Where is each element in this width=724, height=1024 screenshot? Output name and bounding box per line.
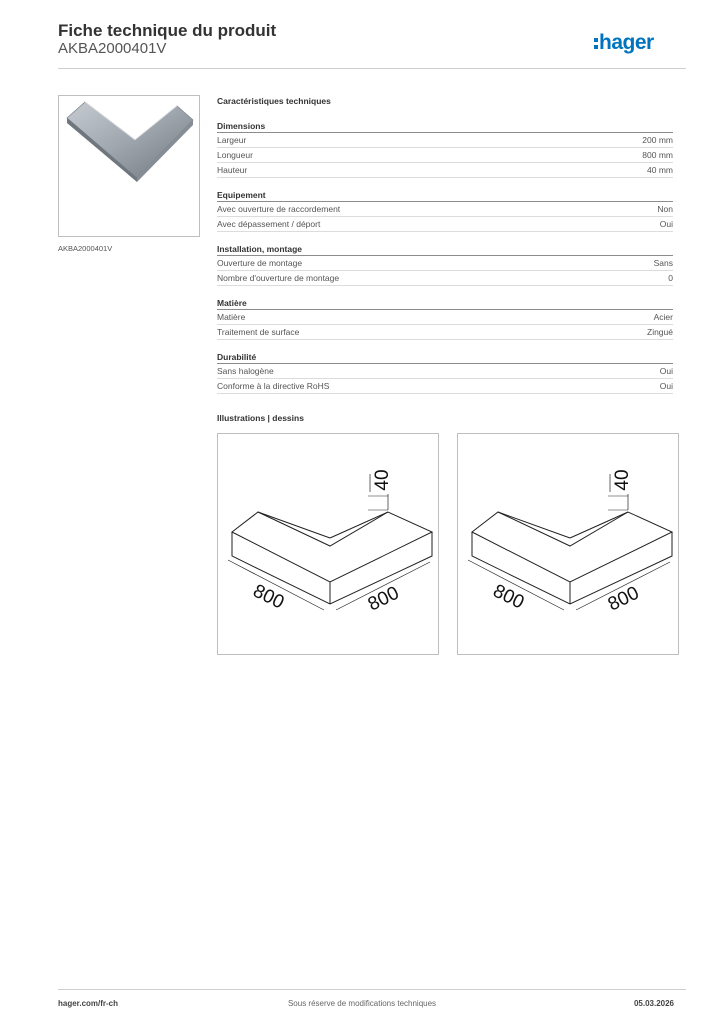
- header-divider: [58, 68, 686, 69]
- spec-value: 0: [668, 273, 673, 283]
- spec-value: Non: [657, 204, 673, 214]
- logo-wordmark: hager: [599, 31, 654, 54]
- spec-label: Traitement de surface: [217, 327, 300, 337]
- spec-label: Ouverture de montage: [217, 258, 303, 268]
- technical-drawing: [457, 433, 679, 655]
- spec-label: Nombre d'ouverture de montage: [217, 273, 340, 283]
- section-title-durabilite: Durabilité: [217, 351, 673, 364]
- height-label: 40: [372, 469, 393, 491]
- page-title: Fiche technique du produit: [58, 21, 277, 40]
- specs-title: Caractéristiques techniques: [217, 96, 331, 106]
- spec-row: [217, 256, 673, 271]
- spec-row: [217, 364, 673, 379]
- spec-row: [217, 271, 673, 286]
- product-code: AKBA2000401V: [58, 40, 167, 57]
- spec-value: 800 mm: [642, 150, 673, 160]
- section-title-dimensions: Dimensions: [217, 120, 673, 133]
- spec-label: Conforme à la directive RoHS: [217, 381, 330, 391]
- logo-dot-top: [594, 38, 598, 42]
- length-label-right: 800: [604, 582, 643, 616]
- spec-value: Acier: [653, 312, 673, 322]
- spec-label: Largeur: [217, 135, 247, 145]
- technical-specs: [217, 95, 673, 394]
- spec-row: [217, 133, 673, 148]
- spec-value: 200 mm: [642, 135, 673, 145]
- spec-label: Avec dépassement / déport: [217, 219, 321, 229]
- section-title-equipement: Equipement: [217, 189, 673, 202]
- product-image-caption: AKBA2000401V: [58, 244, 113, 253]
- length-label-right: 800: [364, 582, 403, 616]
- section-title-matiere: Matière: [217, 297, 673, 310]
- spec-row: [217, 202, 673, 217]
- spec-value: Oui: [659, 366, 673, 376]
- spec-label: Matière: [217, 312, 246, 322]
- spec-row: [217, 379, 673, 394]
- footer-divider: [58, 989, 686, 990]
- spec-label: Avec ouverture de raccordement: [217, 204, 341, 214]
- corner-drawing-icon: [218, 434, 438, 654]
- spec-label: Hauteur: [217, 165, 248, 175]
- corner-drawing-icon: [458, 434, 678, 654]
- spec-value: Sans: [653, 258, 673, 268]
- section-title-installation: Installation, montage: [217, 243, 673, 256]
- product-image: [58, 95, 200, 237]
- spec-value: 40 mm: [647, 165, 673, 175]
- technical-drawing: [217, 433, 439, 655]
- spec-value: Oui: [659, 219, 673, 229]
- footer-date: 05.03.2026: [633, 999, 674, 1008]
- corner-cover-icon: [59, 96, 199, 236]
- logo-dot-bottom: [594, 45, 598, 49]
- spec-label: Sans halogène: [217, 366, 274, 376]
- footer-disclaimer: Sous réserve de modifications techniques: [287, 999, 437, 1008]
- spec-value: Zingué: [647, 327, 673, 337]
- length-label-left: 800: [489, 580, 528, 614]
- height-label: 40: [612, 469, 633, 491]
- illustrations-title: Illustrations | dessins: [217, 413, 304, 423]
- footer-website-link[interactable]: hager.com/fr-ch: [58, 999, 119, 1008]
- spec-row: [217, 148, 673, 163]
- spec-row: [217, 217, 673, 232]
- spec-row: [217, 163, 673, 178]
- spec-row: [217, 310, 673, 325]
- hager-logo: [592, 27, 674, 57]
- length-label-left: 800: [249, 580, 288, 614]
- spec-row: [217, 325, 673, 340]
- spec-label: Longueur: [217, 150, 253, 160]
- spec-value: Oui: [659, 381, 673, 391]
